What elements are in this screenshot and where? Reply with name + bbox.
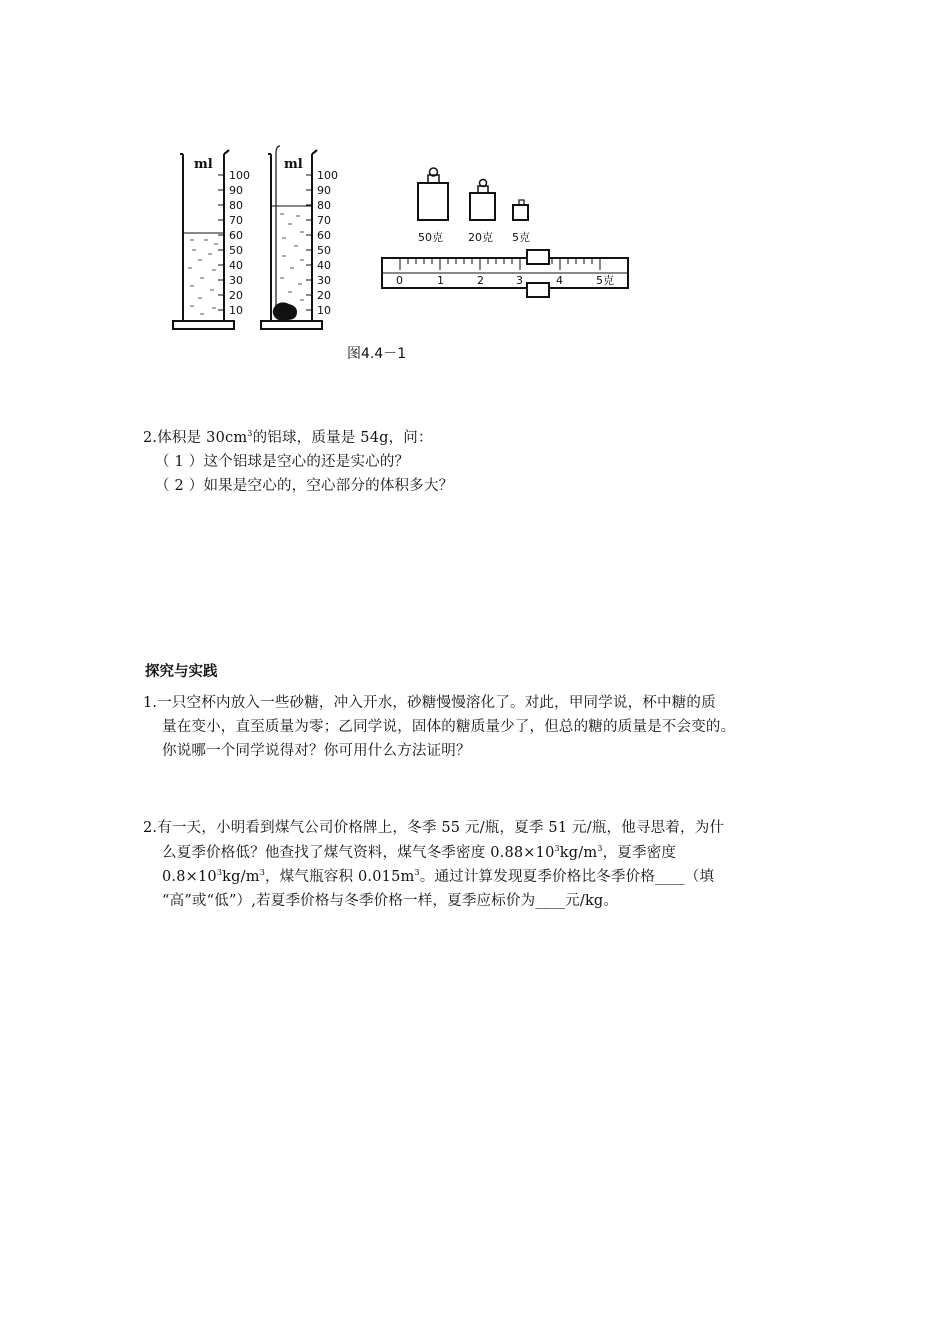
stone-icon: [273, 302, 297, 320]
left-unit-label: ml: [194, 157, 213, 172]
practice-2-line-1: 2.有一天，小明看到煤气公司价格牌上，冬季 55 元/瓶，夏季 51 元/瓶，他寻思着，为什: [143, 820, 725, 836]
weight-50g-label: 50克: [418, 231, 443, 244]
right-scale-70: 70: [317, 214, 331, 227]
right-scale-30: 30: [317, 274, 331, 287]
left-scale-20: 20: [229, 289, 243, 302]
beam-label-4: 4: [556, 274, 563, 287]
left-scale-60: 60: [229, 229, 243, 242]
left-scale-90: 90: [229, 184, 243, 197]
section-heading: 探究与实践: [145, 664, 218, 680]
right-scale-80: 80: [317, 199, 331, 212]
practice-1-line-2: 量在变小，直至质量为零；乙同学说，固体的糖质量少了，但总的糖的质量是不会变的。: [162, 719, 736, 735]
beam-label-0: 0: [396, 274, 403, 287]
beam-label-2: 2: [477, 274, 484, 287]
beam-label-3: 3: [516, 274, 523, 287]
weight-5g-icon: [513, 200, 528, 220]
left-scale-50: 50: [229, 244, 243, 257]
practice-2-line-3: $0.8\times 10^3kg/m^3$，煤气瓶容积 $0.015m^3$。通过计算发现夏季价格比冬季价格____（填: [162, 868, 715, 885]
right-measuring-cylinder: [261, 146, 338, 329]
left-scale-10: 10: [229, 304, 243, 317]
weight-20g-label: 20克: [468, 231, 493, 244]
weight-20g-icon: [470, 180, 495, 221]
left-scale-100: 100: [229, 169, 250, 182]
practice-2-line-4: “高”或“低”）,若夏季价格与冬季价格一样，夏季应标价为____元/kg。: [162, 893, 619, 909]
balance-beam-scale: [382, 250, 628, 297]
left-scale-30: 30: [229, 274, 243, 287]
right-scale-60: 60: [317, 229, 331, 242]
practice-1-line-3: 你说哪一个同学说得对？你可用什么方法证明？: [162, 743, 471, 759]
left-measuring-cylinder: [173, 150, 250, 329]
right-scale-100: 100: [317, 169, 338, 182]
question-2-sub1: （ 1 ）这个铝球是空心的还是实心的？: [155, 454, 410, 470]
figure-4-4-1: [160, 140, 650, 372]
right-unit-label: ml: [284, 157, 303, 172]
right-scale-50: 50: [317, 244, 331, 257]
figure-caption: 图4.4－1: [347, 346, 407, 362]
practice-1-line-1: 1.一只空杯内放入一些砂糖，冲入开水，砂糖慢慢溶化了。对此，甲同学说，杯中糖的质: [143, 695, 716, 711]
weight-50g-icon: [418, 168, 448, 220]
figure-illustration: [160, 140, 650, 372]
beam-label-5g: 5克: [596, 274, 614, 287]
weights-group: [418, 168, 530, 244]
right-scale-90: 90: [317, 184, 331, 197]
left-scale-80: 80: [229, 199, 243, 212]
practice-2-line-2: 么夏季价格低？他查找了煤气资料，煤气冬季密度 $0.88\times 10^3kg/m^3$，夏季密度: [162, 844, 677, 861]
question-2-stem: 2.体积是 $30cm^3$的铝球，质量是 54g，问：: [143, 429, 433, 446]
weight-5g-label: 5克: [512, 231, 530, 244]
left-scale-70: 70: [229, 214, 243, 227]
beam-label-1: 1: [437, 274, 444, 287]
right-scale-20: 20: [317, 289, 331, 302]
question-2-sub2: （ 2 ）如果是空心的，空心部分的体积多大？: [155, 478, 454, 494]
right-scale-10: 10: [317, 304, 331, 317]
left-scale-40: 40: [229, 259, 243, 272]
right-scale-40: 40: [317, 259, 331, 272]
